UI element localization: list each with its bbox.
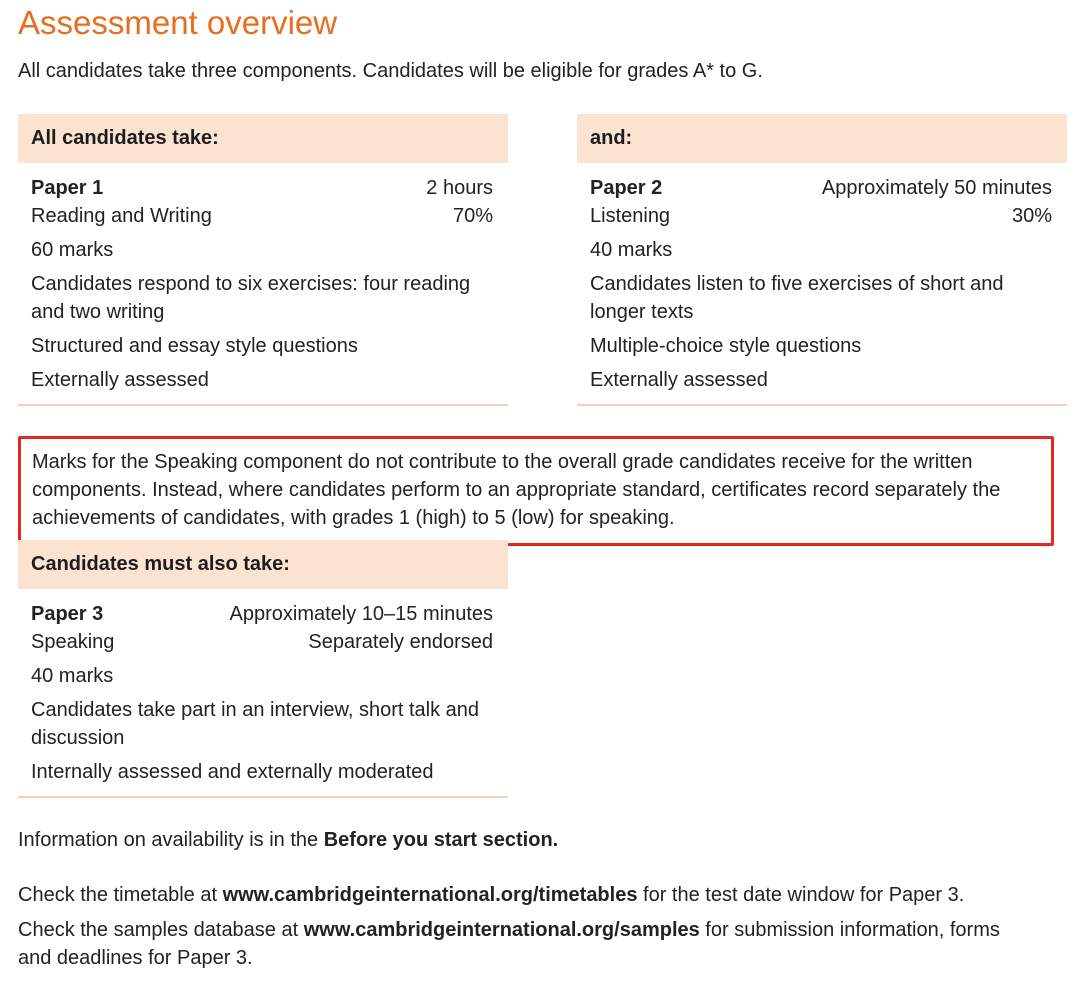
samples-prefix: Check the samples database at [18,919,304,941]
speaking-notice: Marks for the Speaking component do not contribute to the overall grade candidates receive for the written components. Instead, where candidates perform to an appropriate standard, certificates record separately the achievements of candidates, with grades 1 (high) to 5 (low) for speaking. [18,436,1054,546]
paper-2-card [577,114,1067,406]
paper-3-description: Candidates take part in an interview, short talk and discussion [31,699,480,749]
paper-1-weight: 70% [452,205,493,227]
paper-3-duration: Approximately 10–15 minutes [229,603,493,625]
paper-2-marks: 40 marks [590,239,673,261]
paper-3-title: Paper 3 [31,603,104,625]
paper-1-assessment: Externally assessed [31,369,209,391]
paper-3-assessment: Internally assessed and externally moderated [31,761,434,783]
timetables-link[interactable]: www.cambridgeinternational.org/timetables [222,884,638,906]
paper-1-card-header: All candidates take: [18,114,508,163]
paper-1-duration: 2 hours [426,177,493,199]
paper-1-description: Candidates respond to six exercises: four reading and two writing [31,273,471,323]
availability-text [18,826,558,854]
paper-2-card-header: and: [577,114,1067,163]
paper-2-duration: Approximately 50 minutes [821,177,1052,199]
paper-1-title: Paper 1 [31,177,104,199]
paper-2-question-style: Multiple-choice style questions [590,335,862,357]
timetable-prefix: Check the timetable at [18,884,223,906]
paper-2-subject: Listening [590,205,671,227]
timetable-text [18,881,964,909]
paper-3-weight: Separately endorsed [308,631,493,653]
paper-2-assessment: Externally assessed [590,369,768,391]
paper-3-card-header: Candidates must also take: [18,540,508,589]
paper-3-subject: Speaking [31,631,115,653]
samples-link[interactable]: www.cambridgeinternational.org/samples [303,919,700,941]
paper-3-card [18,540,508,798]
paper-2-weight: 30% [1011,205,1052,227]
paper-1-question-style: Structured and essay style questions [31,335,358,357]
paper-3-marks: 40 marks [31,665,114,687]
paper-2-description: Candidates listen to five exercises of short and longer texts [590,273,1004,323]
paper-1-marks: 60 marks [31,239,114,261]
before-you-start-link[interactable]: Before you start section. [323,829,559,851]
samples-text [18,916,1028,972]
samples-suffix: for submission information, forms and deadlines for Paper 3. [18,919,1000,969]
page-title: Assessment overview [18,4,338,41]
intro-text: All candidates take three components. Candidates will be eligible for grades A* to G. [18,60,763,82]
paper-1-subject: Reading and Writing [31,205,212,227]
paper-2-title: Paper 2 [590,177,663,199]
paper-1-card [18,114,508,406]
timetable-suffix: for the test date window for Paper 3. [637,884,965,906]
availability-prefix: Information on availability is in the [18,829,324,851]
